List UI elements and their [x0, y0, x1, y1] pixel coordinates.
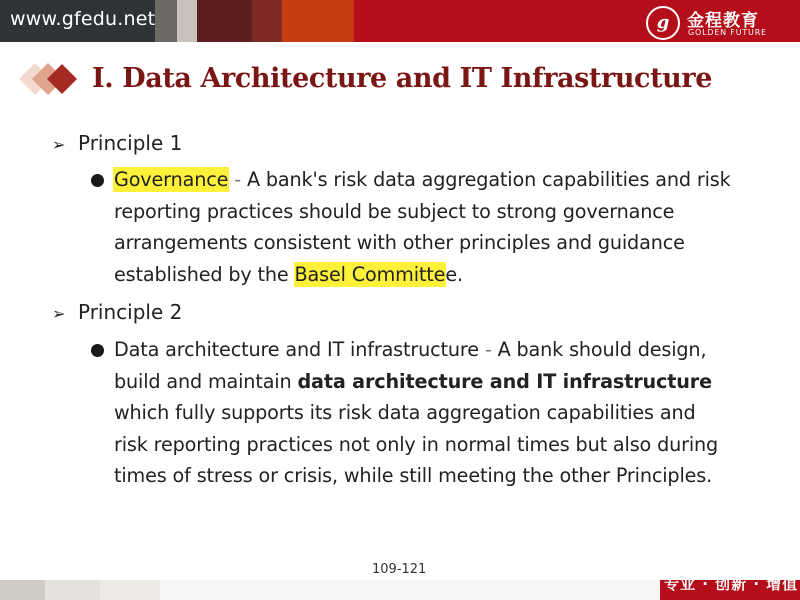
line-text: A bank's risk data aggregation capabilities and risk [246, 168, 731, 191]
paragraph-line [114, 366, 718, 398]
logo-emblem-icon [646, 6, 680, 40]
principle-2-paragraph [114, 334, 718, 492]
banner-segment [155, 0, 177, 42]
banner-segment [197, 0, 252, 42]
paragraph-line [114, 334, 718, 366]
bullet-dot-icon [91, 344, 104, 357]
principle-1-heading [52, 131, 182, 155]
paragraph-line: which fully supports its risk data aggregation capabilities and [114, 401, 696, 424]
line-text: A bank should design, [497, 338, 707, 361]
highlighted-term: Governance [114, 168, 229, 191]
paragraph-line: times of stress or crisis, while still meeting the other Principles. [114, 464, 713, 487]
dash-separator: - [478, 338, 498, 361]
arrow-bullet-icon: ➢ [52, 135, 66, 154]
footer-slogan: 专业 · 创新 · 增值 [664, 575, 799, 593]
banner-segment [252, 0, 282, 42]
logo-emblem-letter: g [656, 12, 670, 33]
title-diamonds-icon [18, 62, 88, 96]
company-logo [642, 6, 797, 40]
line-text: build and maintain [114, 369, 298, 393]
footer-segment [45, 580, 100, 600]
footer-segment [160, 580, 660, 600]
principle-1-paragraph [114, 164, 731, 290]
paragraph-line: reporting practices should be subject to strong governance [114, 199, 675, 223]
banner-segment [282, 0, 354, 42]
logo-chinese-name: 金程教育 [687, 11, 759, 31]
paragraph-line [114, 259, 731, 291]
principle-2-heading [52, 300, 182, 324]
principle-heading-text: Principle 2 [78, 300, 183, 324]
paragraph-line: risk reporting practices not only in normal times but also during [114, 432, 719, 456]
principle-heading-text: Principle 1 [78, 131, 183, 155]
site-url: www.gfedu.net [10, 8, 156, 30]
logo-english-name: GOLDEN FUTURE [688, 28, 767, 37]
bold-term: data architecture and IT infrastructure [297, 369, 712, 393]
slide-title: I. Data Architecture and IT Infrastructure [92, 63, 712, 94]
page-number: 109-121 [372, 562, 427, 577]
paragraph-line [114, 164, 731, 196]
line-text: e. [445, 262, 463, 286]
banner-segment [177, 0, 197, 42]
line-text: established by the [114, 262, 295, 286]
footer-segment [0, 580, 45, 600]
paragraph-line: arrangements consistent with other principles and guidance [114, 231, 685, 254]
bullet-dot-icon [91, 174, 104, 187]
arrow-bullet-icon: ➢ [52, 304, 66, 323]
line-text: Data architecture and IT infrastructure [114, 338, 479, 361]
highlighted-term: Basel Committe [294, 262, 446, 286]
dash-separator: - [228, 168, 247, 191]
footer-segment [100, 580, 160, 600]
